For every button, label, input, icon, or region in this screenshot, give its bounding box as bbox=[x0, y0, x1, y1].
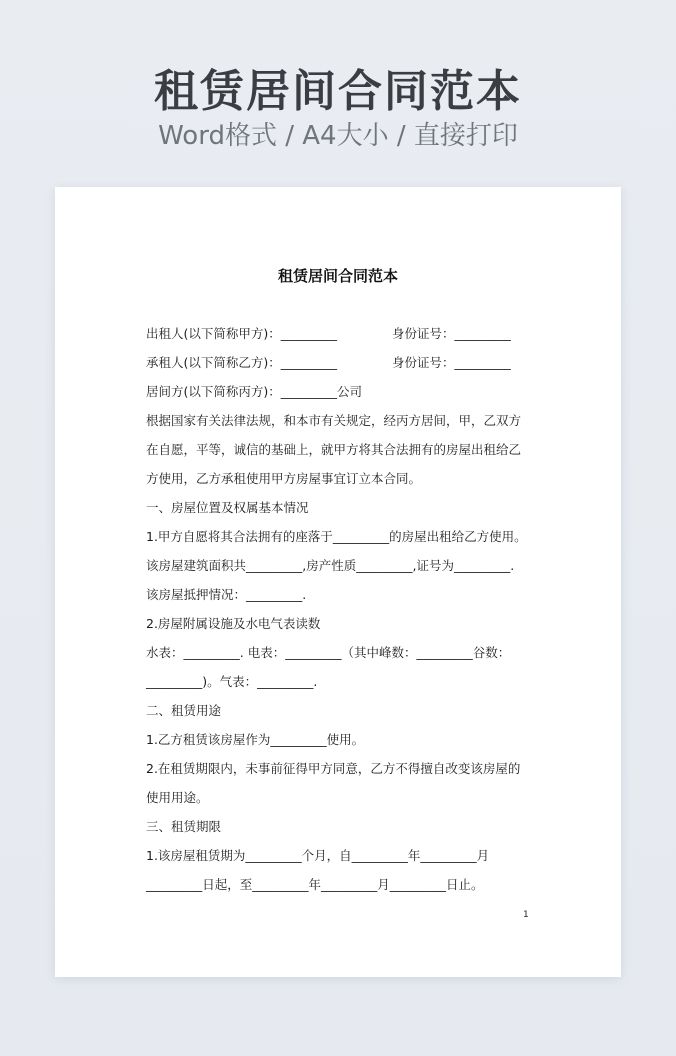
party-b-id: 身份证号：_________ bbox=[392, 355, 511, 370]
section-2-item-2-line-2: 使用用途。 bbox=[146, 790, 209, 805]
section-2-heading: 二、租赁用途 bbox=[146, 703, 222, 718]
section-2-item-1: 1.乙方租赁该房屋作为_________使用。 bbox=[146, 732, 365, 747]
party-a-row bbox=[146, 319, 546, 348]
section-3-item-1-line-2: _________日起，至_________年_________月_________日止。 bbox=[146, 877, 484, 892]
banner-subtitle: Word格式 / A4大小 / 直接打印 bbox=[158, 121, 518, 151]
document-body bbox=[146, 319, 546, 899]
party-c-row: 居间方(以下简称丙方)：_________公司 bbox=[146, 384, 363, 399]
party-b-label: 承租人(以下简称乙方)：_________ bbox=[146, 355, 338, 370]
page-number: 1 bbox=[523, 910, 529, 920]
section-3-item-1-line-1: 1.该房屋租赁期为_________个月，自_________年_________月 bbox=[146, 848, 490, 863]
intro-line-3: 方使用，乙方承租使用甲方房屋事宜订立本合同。 bbox=[146, 471, 422, 486]
section-1-item-1-line-2: 该房屋建筑面积共_________,房产性质_________,证号为_________. bbox=[146, 558, 515, 573]
section-3-heading: 三、租赁期限 bbox=[146, 819, 222, 834]
document-page bbox=[55, 187, 621, 977]
party-a-id: 身份证号：_________ bbox=[392, 326, 511, 341]
banner-title: 租赁居间合同范本 bbox=[154, 66, 522, 117]
section-1-item-1-line-3: 该房屋抵押情况：_________. bbox=[146, 587, 307, 602]
party-b-row bbox=[146, 348, 546, 377]
document-title: 租赁居间合同范本 bbox=[277, 267, 398, 285]
meter-readings-line-2: _________)。气表：_________. bbox=[146, 674, 318, 689]
meter-readings-line-1: 水表：_________. 电表：_________（其中峰数：_________谷数： bbox=[146, 645, 511, 660]
intro-line-1: 根据国家有关法律法规，和本市有关规定，经丙方居间，甲，乙双方 bbox=[146, 413, 522, 428]
section-2-item-2-line-1: 2.在租赁期限内，未事前征得甲方同意，乙方不得擅自改变该房屋的 bbox=[146, 761, 521, 776]
section-1-heading: 一、房屋位置及权属基本情况 bbox=[146, 500, 309, 515]
party-a-label: 出租人(以下简称甲方)：_________ bbox=[146, 326, 338, 341]
section-1-item-1-line-1: 1.甲方自愿将其合法拥有的座落于_________的房屋出租给乙方使用。 bbox=[146, 529, 527, 544]
intro-line-2: 在自愿，平等，诚信的基础上，就甲方将其合法拥有的房屋出租给乙 bbox=[146, 442, 522, 457]
section-1-item-2: 2.房屋附属设施及水电气表读数 bbox=[146, 616, 321, 631]
